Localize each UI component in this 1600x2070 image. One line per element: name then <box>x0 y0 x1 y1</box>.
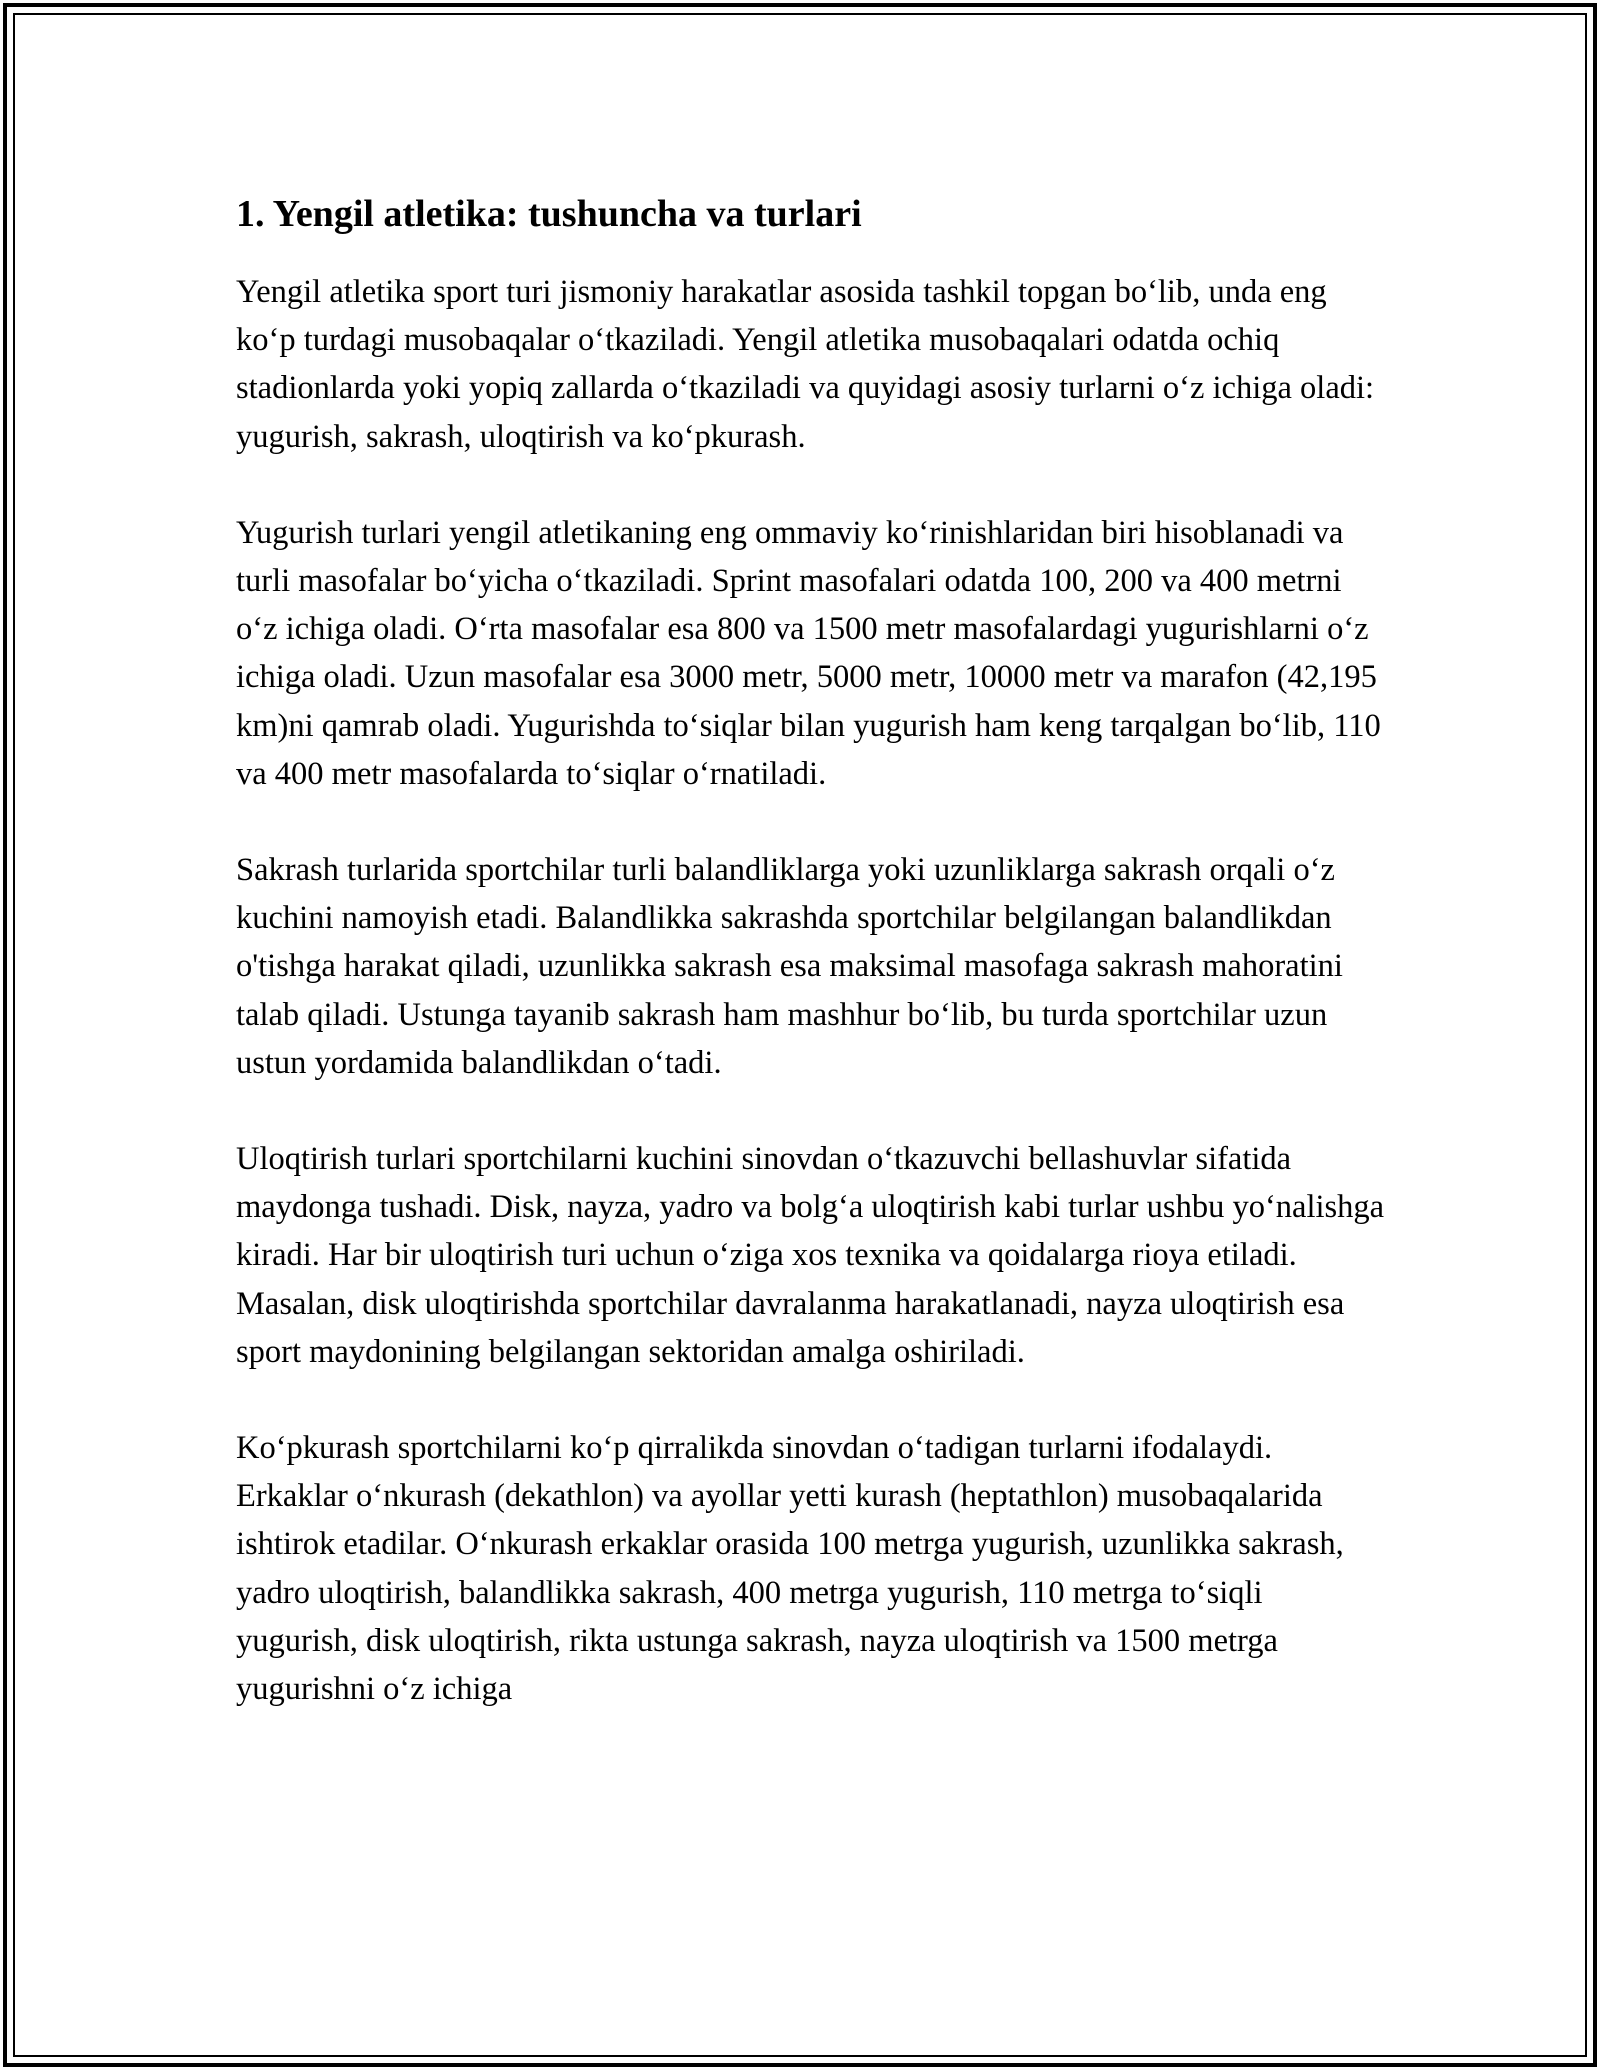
paragraph-throwing: Uloqtirish turlari sportchilarni kuchini sinovdan o‘tkazuvchi bellashuvlar sifatida maydonga tushadi. Disk, nayza, yadro va bolg‘a uloqtirish kabi turlar ushbu yo‘nalishga kiradi. Har bir uloqtirish turi uchun o‘ziga xos texnika va qoidalarga rioya etiladi. Masalan, disk uloqtirishda sportchilar davralanma harakatlanadi, nayza uloqtirish esa sport maydonining belgilangan sektoridan amalga oshiriladi. <box>236 1141 1385 1370</box>
paragraph-combined-events: Ko‘pkurash sportchilarni ko‘p qirralikda sinovdan o‘tadigan turlarni ifodalaydi. Erkaklar o‘nkurash (dekathlon) va ayollar yetti kurash (heptathlon) musobaqalarida ishtirok etadilar. O‘nkurash erkaklar orasida 100 metrga yugurish, uzunlikka sakrash, yadro uloqtirish, balandlikka sakrash, 400 metrga yugurish, 110 metrga to‘siqli yugurish, disk uloqtirish, rikta ustunga sakrash, nayza uloqtirish va 1500 metrga yugurishni o‘z ichiga <box>236 1430 1344 1708</box>
paragraph-intro: Yengil atletika sport turi jismoniy harakatlar asosida tashkil topgan bo‘lib, unda eng ko‘p turdagi musobaqalar o‘tkaziladi. Yengil atletika musobaqalari odatda ochiq stadionlarda yoki yopiq zallarda o‘tkaziladi va quyidagi asosiy turlarni o‘z ichiga oladi: yugurish, sakrash, uloqtirish va ko‘pkurash. <box>236 274 1375 455</box>
document-body <box>236 186 1386 1761</box>
section-heading: 1. Yengil atletika: tushuncha va turlari <box>236 193 862 235</box>
paragraph-running: Yugurish turlari yengil atletikaning eng ommaviy ko‘rinishlaridan biri hisoblanadi va turli masofalar bo‘yicha o‘tkaziladi. Sprint masofalari odatda 100, 200 va 400 metrni o‘z ichiga oladi. O‘rta masofalar esa 800 va 1500 metr masofalardagi yugurishlarni o‘z ichiga oladi. Uzun masofalar esa 3000 metr, 5000 metr, 10000 metr va marafon (42,195 km)ni qamrab oladi. Yugurishda to‘siqlar bilan yugurish ham keng tarqalgan bo‘lib, 110 va 400 metr masofalarda to‘siqlar o‘rnatiladi. <box>236 514 1381 792</box>
paragraph-jumping: Sakrash turlarida sportchilar turli balandliklarga yoki uzunliklarga sakrash orqali o‘z kuchini namoyish etadi. Balandlikka sakrashda sportchilar belgilangan balandlikdan o'tishga harakat qiladi, uzunlikka sakrash esa maksimal masofaga sakrash mahoratini talab qiladi. Ustunga tayanib sakrash ham mashhur bo‘lib, bu turda sportchilar uzun ustun yordamida balandlikdan o‘tadi. <box>236 852 1343 1081</box>
